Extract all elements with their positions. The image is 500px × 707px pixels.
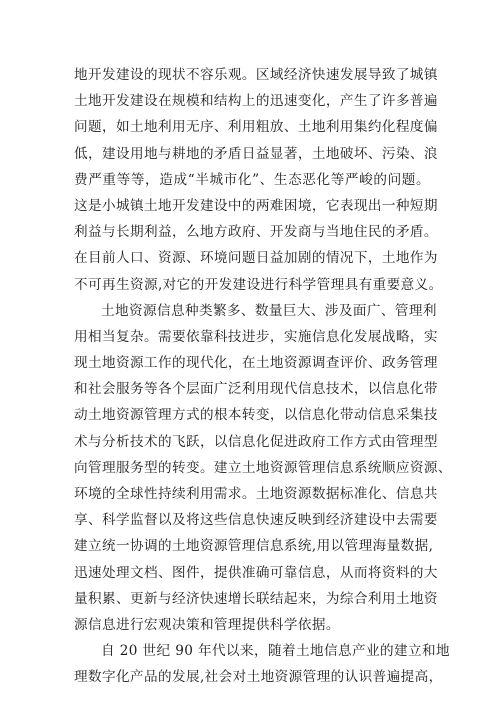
text-line: 理数字化产品的发展,社会对土地资源管理的认识普遍提高， bbox=[74, 669, 443, 686]
text-line: 源信息进行宏观决策和管理提供科学依据。 bbox=[74, 616, 340, 633]
text-line: 土地资源信息种类繁多、数量巨大、涉及面广、管理利 bbox=[101, 302, 437, 319]
text-line: 建立统一协调的土地资源管理信息系统,用以管理海量数据, bbox=[74, 538, 434, 555]
text-line: 动土地资源管理方式的根本转变，以信息化带动信息采集技 bbox=[74, 407, 438, 424]
paragraph-3 bbox=[74, 638, 450, 690]
paragraph-1 bbox=[74, 62, 443, 298]
text-line: 用相当复杂。需要依靠科技进步，实施信息化发展战略，实 bbox=[74, 328, 438, 345]
text-line: 问题，如土地利用无序、利用粗放、土地利用集约化程度偏 bbox=[74, 119, 438, 136]
text-line: 向管理服务型的转变。建立土地资源管理信息系统顺应资源、 bbox=[74, 459, 452, 476]
text-line: 量积累、更新与经济快速增长联结起来，为综合利用土地资 bbox=[74, 590, 438, 607]
text-line: 在目前人口、资源、环境问题日益加剧的情况下，土地作为 bbox=[74, 250, 438, 267]
text-line: 低，建设用地与耕地的矛盾日益显著，土地破坏、污染、浪 bbox=[74, 145, 438, 162]
text-line: 术与分析技术的飞跃，以信息化促进政府工作方式由管理型 bbox=[74, 433, 438, 450]
text-line: 自 20 世纪 90 年代以来，随着土地信息产业的建立和地 bbox=[101, 643, 450, 660]
body-text bbox=[74, 62, 452, 691]
text-line: 这是小城镇土地开发建设中的两难困境，它表现出一种短期 bbox=[74, 197, 438, 214]
text-line: 地开发建设的现状不容乐观。区域经济快速发展导致了城镇 bbox=[74, 67, 438, 83]
paragraph-2 bbox=[74, 298, 452, 638]
text-line: 和社会服务等各个层面广泛利用现代信息技术，以信息化带 bbox=[74, 381, 438, 398]
text-line: 环境的全球性持续利用需求。土地资源数据标准化、信息共 bbox=[74, 486, 438, 502]
text-line: 费严重等等，造成“半城市化”、生态恶化等严峻的问题。 bbox=[74, 171, 430, 188]
text-line: 土地开发建设在规模和结构上的迅速变化，产生了许多普遍 bbox=[74, 93, 438, 110]
text-line: 现土地资源工作的现代化，在土地资源调查评价、政务管理 bbox=[74, 355, 438, 372]
text-line: 不可再生资源,对它的开发建设进行科学管理具有重要意义。 bbox=[74, 276, 443, 293]
text-line: 利益与长期利益，么地方政府、开发商与当地住民的矛盾。 bbox=[74, 224, 438, 241]
text-line: 迅速处理文档、图件，提供准确可靠信息，从而将资料的大 bbox=[74, 564, 438, 581]
text-line: 享、科学监督以及将这些信息快速反映到经济建设中去需要 bbox=[74, 512, 438, 529]
